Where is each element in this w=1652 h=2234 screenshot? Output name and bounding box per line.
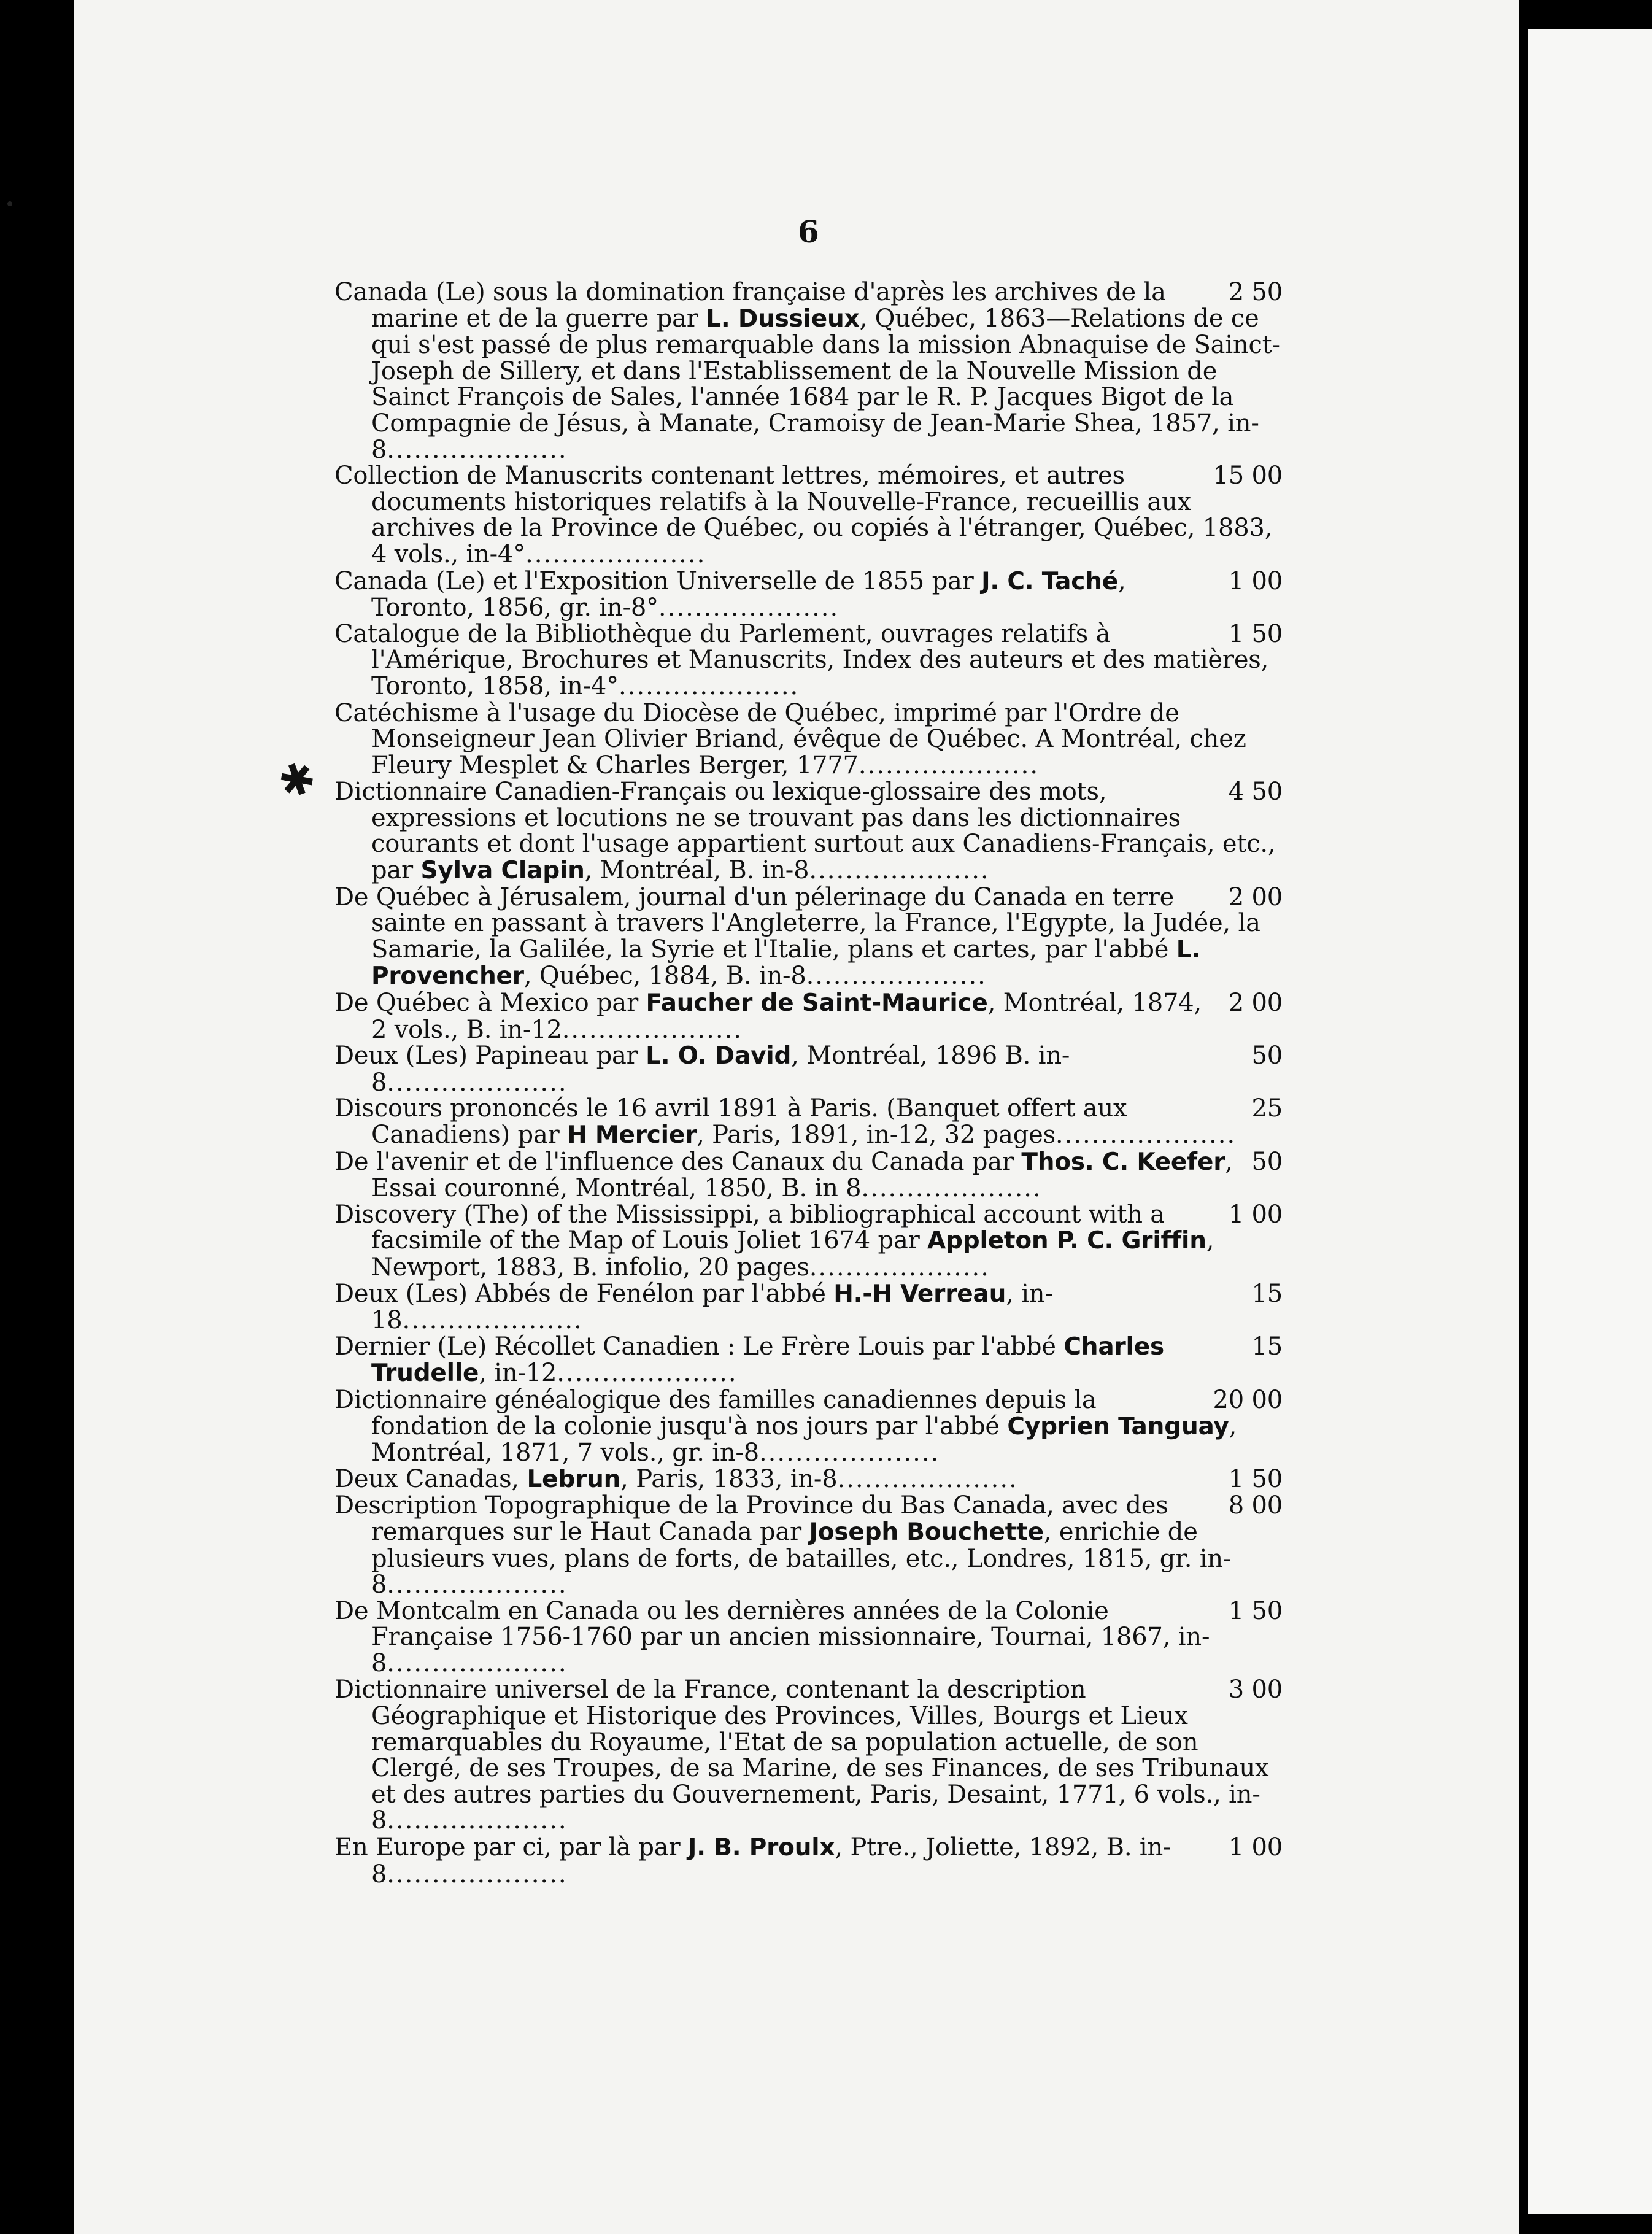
catalog-entry [334, 1334, 1283, 1387]
catalog-entry [334, 1598, 1283, 1677]
entry-author: Thos. C. Keefer [1021, 1148, 1225, 1176]
catalog-entry [334, 1387, 1283, 1466]
entry-author: Faucher de Saint-Maurice [646, 989, 988, 1018]
entry-title: Deux (Les) Papineau par [334, 1042, 646, 1070]
catalog-entry [334, 1281, 1283, 1334]
entry-price: 15 [1251, 1279, 1283, 1308]
leader-dots: .................... [658, 593, 840, 622]
leader-dots: .................... [618, 671, 800, 700]
margin-annotation-mark: ✱ [271, 750, 323, 810]
entry-details: , in-12 [479, 1359, 557, 1388]
entry-title: Discovery (The) of the Mississippi, a bibliographical account with a facsimile of the Map of Louis Joliet 1674 par [334, 1200, 1165, 1255]
entry-details: , Newport, 1883, B. infolio, 20 pages [371, 1226, 1214, 1281]
leader-dots: .................... [557, 1359, 738, 1388]
catalog-entry [334, 1202, 1283, 1281]
entry-price: 1 50 [1228, 619, 1283, 648]
entry-details: , Toronto, 1856, gr. in-8° [371, 566, 1126, 622]
entry-details: , enrichie de plusieurs vues, plans de forts, de batailles, etc., Londres, 1815, gr. in-8 [371, 1517, 1232, 1599]
entry-details: , Québec, 1863—Relations de ce qui s'est passé de plus remarquable dans la mission Abnaquise de Sainct-Joseph de Sillery, et dans l'Establissement de la Nouvelle Mission de Sainct François de Sales, l'année 1684 par le R. P. Jacques Bigot de la Compagnie de Jésus, à Manate, Cramoisy de Jean-Marie Shea, 1857, in-8 [371, 304, 1280, 464]
entry-title: Canada (Le) et l'Exposition Universelle de 1855 par [334, 566, 982, 595]
leader-dots: .................... [402, 1306, 583, 1335]
entry-details: , in-18 [371, 1279, 1053, 1335]
catalog-entry [334, 1677, 1283, 1834]
entry-price: 15 00 [1213, 462, 1283, 490]
entry-title: Description Topographique de la Province du Bas Canada, avec des remarques sur le Haut Canada par [334, 1491, 1168, 1546]
entry-price: 2 50 [1228, 278, 1283, 306]
entry-price: 4 50 [1228, 778, 1283, 806]
catalog-entry [334, 1043, 1283, 1096]
entry-title: Deux Canadas, [334, 1464, 527, 1493]
catalog-entry [334, 621, 1283, 700]
entry-author: Charles Trudelle [371, 1332, 1164, 1388]
entry-details: , Montréal, B. in-8 [584, 856, 809, 885]
entry-price: 15 [1251, 1332, 1283, 1361]
entry-details: , Paris, 1833, in-8 [620, 1464, 838, 1493]
entry-details: , Essai couronné, Montréal, 1850, B. in 8 [371, 1147, 1233, 1203]
entry-author: L. Provencher [371, 935, 1201, 991]
catalog-entry [334, 700, 1283, 779]
entry-title: Dictionnaire universel de la France, contenant la description Géographique et Historique des Provinces, Villes, Bourgs et Lieux remarquables du Royaume, l'Etat de sa population actuelle, de son Clergé, de ses Troupes, de sa Marine, de ses Finances, de ses Tribunaux et des autres parties du Gouvernement, Paris, Desaint, 1771, 6 vols., in-8 [334, 1676, 1269, 1835]
entry-price: 2 00 [1228, 989, 1283, 1018]
leader-dots: .................... [858, 751, 1040, 779]
leader-dots: .................... [806, 962, 987, 991]
catalog-entry [334, 1834, 1283, 1887]
catalog-entry [334, 1149, 1283, 1202]
catalog-entry [334, 884, 1283, 990]
page-number: 6 [798, 214, 819, 250]
catalog-entry [334, 279, 1283, 463]
entry-author: J. C. Taché [981, 567, 1119, 595]
entry-author: Sylva Clapin [420, 857, 585, 885]
entry-author: Cyprien Tanguay [1007, 1412, 1229, 1440]
catalog-entries [334, 279, 1283, 1887]
entry-price: 1 00 [1228, 1833, 1283, 1862]
entry-title: En Europe par ci, par là par [334, 1833, 688, 1862]
entry-author: J. B. Proulx [687, 1834, 835, 1862]
leader-dots: .................... [387, 1571, 568, 1599]
entry-details: , Montréal, 1871, 7 vols., gr. in-8 [371, 1412, 1237, 1467]
leader-dots: .................... [387, 1068, 568, 1097]
leader-dots: .................... [562, 1015, 743, 1044]
entry-price: 1 50 [1228, 1596, 1283, 1625]
leader-dots: .................... [387, 1806, 568, 1835]
scan-speck [7, 201, 12, 206]
catalog-entry [334, 1466, 1283, 1493]
catalog-entry [334, 1096, 1283, 1148]
entry-price: 1 00 [1228, 566, 1283, 595]
entry-title: Dernier (Le) Récollet Canadien : Le Frère Louis par l'abbé [334, 1332, 1064, 1361]
entry-title: Canada (Le) sous la domination française d'après les archives de la marine et de la guerre par [334, 278, 1166, 333]
entry-details: , Paris, 1891, in-12, 32 pages [697, 1121, 1056, 1149]
catalog-entry [334, 463, 1283, 568]
entry-author: Appleton P. C. Griffin [927, 1227, 1206, 1255]
entry-details: , Québec, 1884, B. in-8 [523, 962, 806, 991]
catalog-entry [334, 990, 1283, 1043]
entry-title: De Québec à Jérusalem, journal d'un pélerinage du Canada en terre sainte en passant à travers l'Angleterre, la France, l'Egypte, la Judée, la Samarie, la Galilée, la Syrie et l'Italie, plans et cartes, par l'abbé [334, 883, 1260, 964]
leader-dots: .................... [387, 1648, 568, 1677]
entry-title: Collection de Manuscrits contenant lettres, mémoires, et autres documents historiques relatifs à la Nouvelle-France, recueillis aux archives de la Province de Québec, ou copiés à l'étranger, Québec, 1883, 4 vols., in-4° [334, 462, 1273, 568]
leader-dots: .................... [861, 1174, 1042, 1203]
entry-price: 1 50 [1228, 1464, 1283, 1493]
entry-title: Deux (Les) Abbés de Fenélon par l'abbé [334, 1279, 834, 1308]
entry-price: 2 00 [1228, 883, 1283, 911]
entry-title: Discours prononcés le 16 avril 1891 à Paris. (Banquet offert aux Canadiens) par [334, 1094, 1127, 1149]
entry-price: 8 00 [1228, 1491, 1283, 1520]
entry-author: L. O. David [646, 1042, 792, 1070]
entry-title: Dictionnaire Canadien-Français ou lexique-glossaire des mots, expressions et locutions ne se trouvant pas dans les dictionnaires courants et dont l'usage appartient surtout aux Canadiens-Français, etc., par [334, 778, 1276, 885]
entry-title: De l'avenir et de l'influence des Canaux du Canada par [334, 1147, 1022, 1176]
entry-price: 1 00 [1228, 1200, 1283, 1229]
entry-title: De Montcalm en Canada ou les dernières années de la Colonie Française 1756-1760 par un ancien missionnaire, Tournai, 1867, in-8 [334, 1596, 1210, 1677]
entry-author: H Mercier [567, 1121, 697, 1149]
leader-dots: .................... [758, 1439, 940, 1467]
catalog-entry [334, 779, 1283, 884]
entry-author: L. Dussieux [706, 304, 860, 333]
entry-title: Catéchisme à l'usage du Diocèse de Québec, imprimé par l'Ordre de Monseigneur Jean Olivier Briand, évêque de Québec. A Montréal, chez Fleury Mesplet & Charles Berger, 1777 [334, 698, 1246, 779]
leader-dots: .................... [387, 1860, 568, 1888]
entry-price: 20 00 [1213, 1385, 1283, 1414]
leader-dots: .................... [525, 539, 706, 568]
entry-price: 50 [1251, 1042, 1283, 1070]
leader-dots: .................... [1055, 1121, 1237, 1149]
entry-title: Dictionnaire généalogique des familles canadiennes depuis la fondation de la colonie jusqu'à nos jours par l'abbé [334, 1385, 1097, 1440]
entry-details: , Ptre., Joliette, 1892, B. in-8 [371, 1833, 1171, 1888]
entry-price: 25 [1251, 1094, 1283, 1123]
leader-dots: .................... [809, 1253, 990, 1281]
entry-price: 50 [1251, 1147, 1283, 1176]
entry-details: , Montréal, 1874, 2 vols., B. in-12 [371, 989, 1202, 1044]
entry-author: H.-H Verreau [833, 1280, 1006, 1308]
entry-title: Catalogue de la Bibliothèque du Parlement, ouvrages relatifs à l'Amérique, Brochures et Manuscrits, Index des auteurs et des matières, Toronto, 1858, in-4° [334, 619, 1269, 700]
leader-dots: .................... [809, 856, 990, 885]
entry-title: De Québec à Mexico par [334, 989, 646, 1018]
leader-dots: .................... [837, 1464, 1018, 1493]
entry-details: , Montréal, 1896 B. in-8 [371, 1042, 1070, 1097]
adjacent-page-edge [1528, 29, 1652, 2214]
catalog-entry [334, 568, 1283, 621]
entry-author: Joseph Bouchette [809, 1518, 1044, 1546]
leader-dots: .................... [387, 435, 568, 464]
catalog-entry [334, 1493, 1283, 1598]
entry-price: 3 00 [1228, 1676, 1283, 1704]
entry-author: Lebrun [527, 1465, 621, 1493]
